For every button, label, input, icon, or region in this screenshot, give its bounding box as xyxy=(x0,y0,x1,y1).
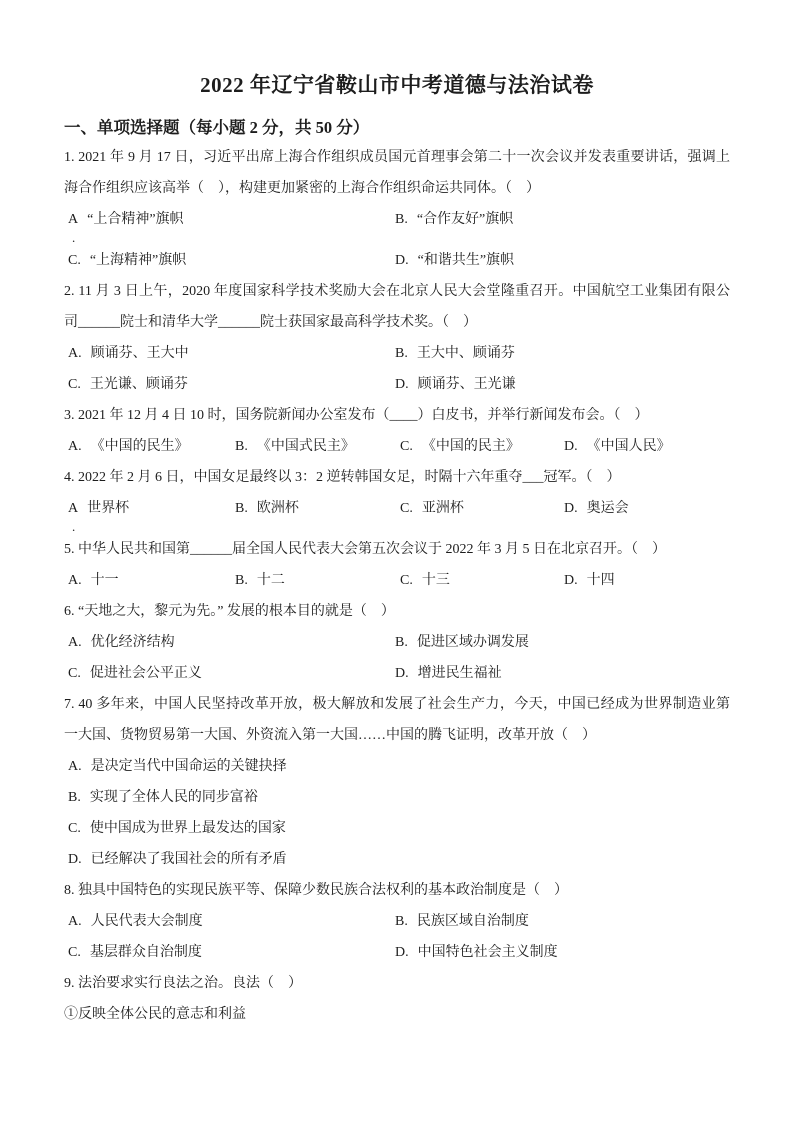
question-3-option-b xyxy=(235,431,400,462)
option-label: A. xyxy=(68,573,82,588)
option-label: D. xyxy=(395,666,409,681)
question-6 xyxy=(64,596,730,689)
question-9 xyxy=(64,968,730,1030)
question-3-options-row xyxy=(64,431,730,462)
option-text: 王大中、顾诵芬 xyxy=(416,346,515,361)
option-text: 优化经济结构 xyxy=(90,635,175,650)
option-label: D. xyxy=(395,253,409,268)
question-8-options-row-2 xyxy=(64,937,730,968)
question-2-option-b xyxy=(395,346,515,361)
stray-period: . xyxy=(72,519,76,534)
question-1 xyxy=(64,142,730,276)
question-6-options-row-2 xyxy=(64,658,730,689)
option-text: 世界杯 xyxy=(87,501,130,516)
question-1-stem-line-2: 海合作组织应该高举（ ），构建更加紧密的上海合作组织命运共同体。（ ） xyxy=(64,181,540,196)
question-9-sub-item-1: ①反映全体公民的意志和利益 xyxy=(64,1007,246,1022)
exam-content xyxy=(64,58,730,1030)
question-7-option-c xyxy=(64,813,730,844)
option-label: A xyxy=(68,212,79,227)
option-text: 《中国人民》 xyxy=(586,439,671,454)
option-label: D. xyxy=(564,501,578,516)
option-text: 实现了全体人民的同步富裕 xyxy=(89,790,258,805)
question-1-options-row-2 xyxy=(64,245,730,276)
question-4-option-a xyxy=(68,493,235,524)
option-label: C. xyxy=(68,821,81,836)
question-8-option-b xyxy=(395,914,529,929)
question-8-option-d xyxy=(395,945,558,960)
question-5-option-b xyxy=(235,565,400,596)
option-text: 顾诵芬、王大中 xyxy=(90,346,189,361)
question-1-option-c xyxy=(68,245,395,276)
option-label: A xyxy=(68,501,79,516)
question-8-options-row-1 xyxy=(64,906,730,937)
option-label: A. xyxy=(68,635,82,650)
option-label: D. xyxy=(395,945,409,960)
question-6-option-a xyxy=(68,627,395,658)
option-text: 中国特色社会主义制度 xyxy=(417,945,558,960)
stray-period: . xyxy=(72,230,76,245)
question-2-option-d xyxy=(395,377,516,392)
question-5-options-row xyxy=(64,565,730,596)
option-text: 亚洲杯 xyxy=(421,501,464,516)
question-4-options-row xyxy=(64,493,730,524)
question-3 xyxy=(64,400,730,462)
question-3-stem: 3. 2021 年 12 月 4 日 10 时，国务院新闻办公室发布（____）白皮书，并举行新闻发布会。（ ） xyxy=(64,408,649,423)
option-label: C. xyxy=(400,439,413,454)
option-label: A. xyxy=(68,439,82,454)
option-text: 促进区域办调发展 xyxy=(416,635,529,650)
question-7-stem-line-2: 一大国、货物贸易第一大国、外资流入第一大国……中国的腾飞证明，改革开放（ ） xyxy=(64,728,596,743)
question-7-option-b xyxy=(64,782,730,813)
option-label: C. xyxy=(68,945,81,960)
question-3-option-a xyxy=(68,431,235,462)
exam-title: 2022 年辽宁省鞍山市中考道德与法治试卷 xyxy=(200,73,594,97)
question-3-option-c xyxy=(400,431,564,462)
option-label: B. xyxy=(395,346,408,361)
option-text: 民族区域自治制度 xyxy=(416,914,529,929)
option-label: B. xyxy=(395,212,408,227)
question-2-option-c xyxy=(68,369,395,400)
option-text: 增进民生福祉 xyxy=(417,666,502,681)
option-label: D. xyxy=(68,852,82,867)
option-label: D. xyxy=(395,377,409,392)
option-text: 王光谦、顾诵芬 xyxy=(89,377,188,392)
question-5-option-c xyxy=(400,565,564,596)
question-8-stem: 8. 独具中国特色的实现民族平等、保障少数民族合法权利的基本政治制度是（ ） xyxy=(64,883,568,898)
option-text: 已经解决了我国社会的所有矛盾 xyxy=(90,852,287,867)
question-1-stem-line-1: 1. 2021 年 9 月 17 日，习近平出席上海合作组织成员国元首理事会第二十一次会议并发表重要讲话，强调上 xyxy=(64,150,730,165)
option-text: 十四 xyxy=(586,573,615,588)
option-label: B. xyxy=(235,501,248,516)
question-5 xyxy=(64,534,730,596)
question-1-option-b xyxy=(395,212,513,227)
question-2-options-row-1 xyxy=(64,338,730,369)
option-text: “和谐共生”旗帜 xyxy=(417,253,515,268)
option-text: 使中国成为世界上最发达的国家 xyxy=(89,821,286,836)
question-3-option-d xyxy=(564,439,671,454)
question-8 xyxy=(64,875,730,968)
option-text: 人民代表大会制度 xyxy=(90,914,203,929)
option-label: D. xyxy=(564,573,578,588)
option-text: 《中国的民主》 xyxy=(421,439,520,454)
question-5-option-a xyxy=(68,565,235,596)
option-label: A. xyxy=(68,914,82,929)
option-text: “合作友好”旗帜 xyxy=(416,212,514,227)
question-1-option-a xyxy=(68,204,395,235)
question-list xyxy=(64,142,730,1030)
question-8-option-a xyxy=(68,906,395,937)
option-text: 基层群众自治制度 xyxy=(89,945,202,960)
question-6-stem: 6. “天地之大，黎元为先。” 发展的根本目的就是（ ） xyxy=(64,604,395,619)
question-7-option-a xyxy=(64,751,730,782)
question-6-options-row-1 xyxy=(64,627,730,658)
question-4-stem: 4. 2022 年 2 月 6 日，中国女足最终以 3：2 逆转韩国女足，时隔十六年重夺___冠军。（ ） xyxy=(64,470,621,485)
question-2-stem-line-1: 2. 11 月 3 日上午，2020 年度国家科学技术奖励大会在北京人民大会堂隆重召开。中国航空工业集团有限公 xyxy=(64,284,730,299)
question-1-options-row-1 xyxy=(64,204,730,235)
question-5-stem: 5. 中华人民共和国第______届全国人民代表大会第五次会议于 2022 年 3 月 5 日在北京召开。（ ） xyxy=(64,542,666,557)
option-label: B. xyxy=(395,635,408,650)
question-7 xyxy=(64,689,730,875)
option-text: 《中国的民生》 xyxy=(90,439,189,454)
option-label: C. xyxy=(68,377,81,392)
option-label: C. xyxy=(400,501,413,516)
question-2-options-row-2 xyxy=(64,369,730,400)
option-text: 促进社会公平正义 xyxy=(89,666,202,681)
question-1-option-d xyxy=(395,253,514,268)
option-label: B. xyxy=(68,790,81,805)
option-label: D. xyxy=(564,439,578,454)
question-2-stem-line-2: 司______院士和清华大学______院士获国家最高科学技术奖。（ ） xyxy=(64,315,477,330)
option-text: 《中国式民主》 xyxy=(256,439,355,454)
option-label: C. xyxy=(68,666,81,681)
option-label: A. xyxy=(68,759,82,774)
option-label: B. xyxy=(395,914,408,929)
option-label: C. xyxy=(68,253,81,268)
option-text: 是决定当代中国命运的关键抉择 xyxy=(90,759,287,774)
question-8-option-c xyxy=(68,937,395,968)
question-4-option-c xyxy=(400,493,564,524)
option-text: 顾诵芬、王光谦 xyxy=(417,377,516,392)
option-label: C. xyxy=(400,573,413,588)
option-text: 欧洲杯 xyxy=(256,501,299,516)
option-label: B. xyxy=(235,439,248,454)
question-5-option-d xyxy=(564,573,615,588)
option-text: 奥运会 xyxy=(586,501,629,516)
question-4-option-d xyxy=(564,501,629,516)
option-label: B. xyxy=(235,573,248,588)
option-text: 十二 xyxy=(256,573,285,588)
question-2-option-a xyxy=(68,338,395,369)
question-4 xyxy=(64,462,730,534)
question-7-stem-line-1: 7. 40 多年来，中国人民坚持改革开放，极大解放和发展了社会生产力，今天，中国已经成为世界制造业第 xyxy=(64,697,730,712)
section-heading: 一、单项选择题（每小题 2 分，共 50 分） xyxy=(64,118,370,137)
option-text: 十三 xyxy=(421,573,450,588)
question-6-option-c xyxy=(68,658,395,689)
question-6-option-b xyxy=(395,635,529,650)
question-7-option-d xyxy=(64,844,730,875)
question-4-option-b xyxy=(235,493,400,524)
option-text: 十一 xyxy=(90,573,119,588)
question-6-option-d xyxy=(395,666,502,681)
question-2 xyxy=(64,276,730,400)
option-text: “上海精神”旗帜 xyxy=(89,253,187,268)
question-9-stem: 9. 法治要求实行良法之治。良法（ ） xyxy=(64,976,302,991)
option-text: “上合精神”旗帜 xyxy=(87,212,184,227)
option-label: A. xyxy=(68,346,82,361)
